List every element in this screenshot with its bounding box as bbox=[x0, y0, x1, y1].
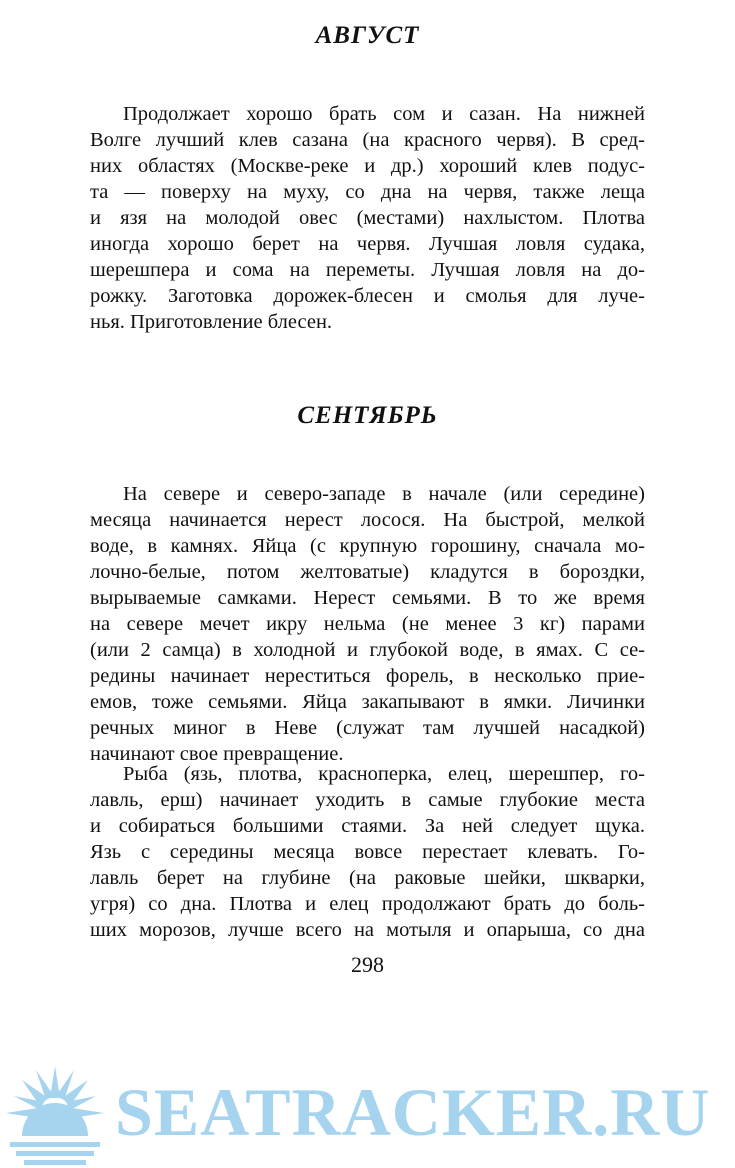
text-line: ших морозов, лучше всего на мотыля и опарыша, со дна bbox=[90, 919, 645, 941]
text-line: угря) со дна. Плотва и елец продолжают брать до боль- bbox=[90, 893, 645, 915]
text-line: Продолжает хорошо брать сом и сазан. На нижней bbox=[123, 103, 645, 125]
section-title-september: СЕНТЯБРЬ bbox=[297, 402, 438, 429]
text-line: воде, в камнях. Яйца (с крупную горошину, сначала мо- bbox=[90, 535, 645, 557]
text-line: Волге лучший клев сазана (на красного червя). В сред- bbox=[90, 129, 645, 151]
section-title-august: АВГУСТ bbox=[315, 22, 420, 49]
text-line: Рыба (язь, плотва, красноперка, елец, шерешпер, го- bbox=[123, 763, 645, 785]
watermark-text: SEATRACKER.RU bbox=[115, 1074, 711, 1150]
text-line: Язь с середины месяца вовсе перестает клевать. Го- bbox=[90, 841, 645, 863]
text-line: иногда хорошо берет на червя. Лучшая ловля судака, bbox=[90, 233, 645, 255]
text-line: емов, тоже семьями. Яйца закапывают в ямки. Личинки bbox=[90, 691, 645, 713]
september-paragraph-1 bbox=[90, 481, 645, 767]
text-line: вырываемые самками. Нерест семьями. В то же время bbox=[90, 587, 645, 609]
text-line: и собираться большими стаями. За ней следует щука. bbox=[90, 815, 645, 837]
text-line: шерешпера и сома на переметы. Лучшая ловля на до- bbox=[90, 259, 645, 281]
text-line: начинают свое превращение. bbox=[90, 743, 344, 765]
text-line: рожку. Заготовка дорожек-блесен и смолья для луче- bbox=[90, 285, 645, 307]
text-line: на севере мечет икру нельма (не менее 3 кг) парами bbox=[90, 613, 645, 635]
text-line: месяца начинается нерест лосося. На быстрой, мелкой bbox=[90, 509, 645, 531]
text-line: них областях (Москве-реке и др.) хороший клев подус- bbox=[90, 155, 645, 177]
text-line: На севере и северо-западе в начале (или середине) bbox=[123, 483, 645, 505]
text-line: редины начинает нереститься форель, в несколько прие- bbox=[90, 665, 645, 687]
text-line: лочно-белые, потом желтоватые) кладутся в бороздки, bbox=[90, 561, 645, 583]
text-line: и язя на молодой овес (местами) нахлыстом. Плотва bbox=[90, 207, 645, 229]
sun-logo-icon bbox=[0, 1058, 110, 1168]
text-line: лавль берет на глубине (на раковые шейки, шкварки, bbox=[90, 867, 645, 889]
text-line: речных миног в Неве (служат там лучшей насадкой) bbox=[90, 717, 645, 739]
text-line: та — поверху на муху, со дна на червя, также леща bbox=[90, 181, 645, 203]
page-number: 298 bbox=[351, 952, 384, 977]
text-line: (или 2 самца) в холодной и глубокой воде, в ямах. С се- bbox=[90, 639, 645, 661]
september-paragraph-2 bbox=[90, 761, 645, 943]
august-paragraph bbox=[90, 101, 645, 335]
text-line: лавль, ерш) начинает уходить в самые глубокие места bbox=[90, 789, 645, 811]
text-line: нья. Приготовление блесен. bbox=[90, 311, 333, 333]
